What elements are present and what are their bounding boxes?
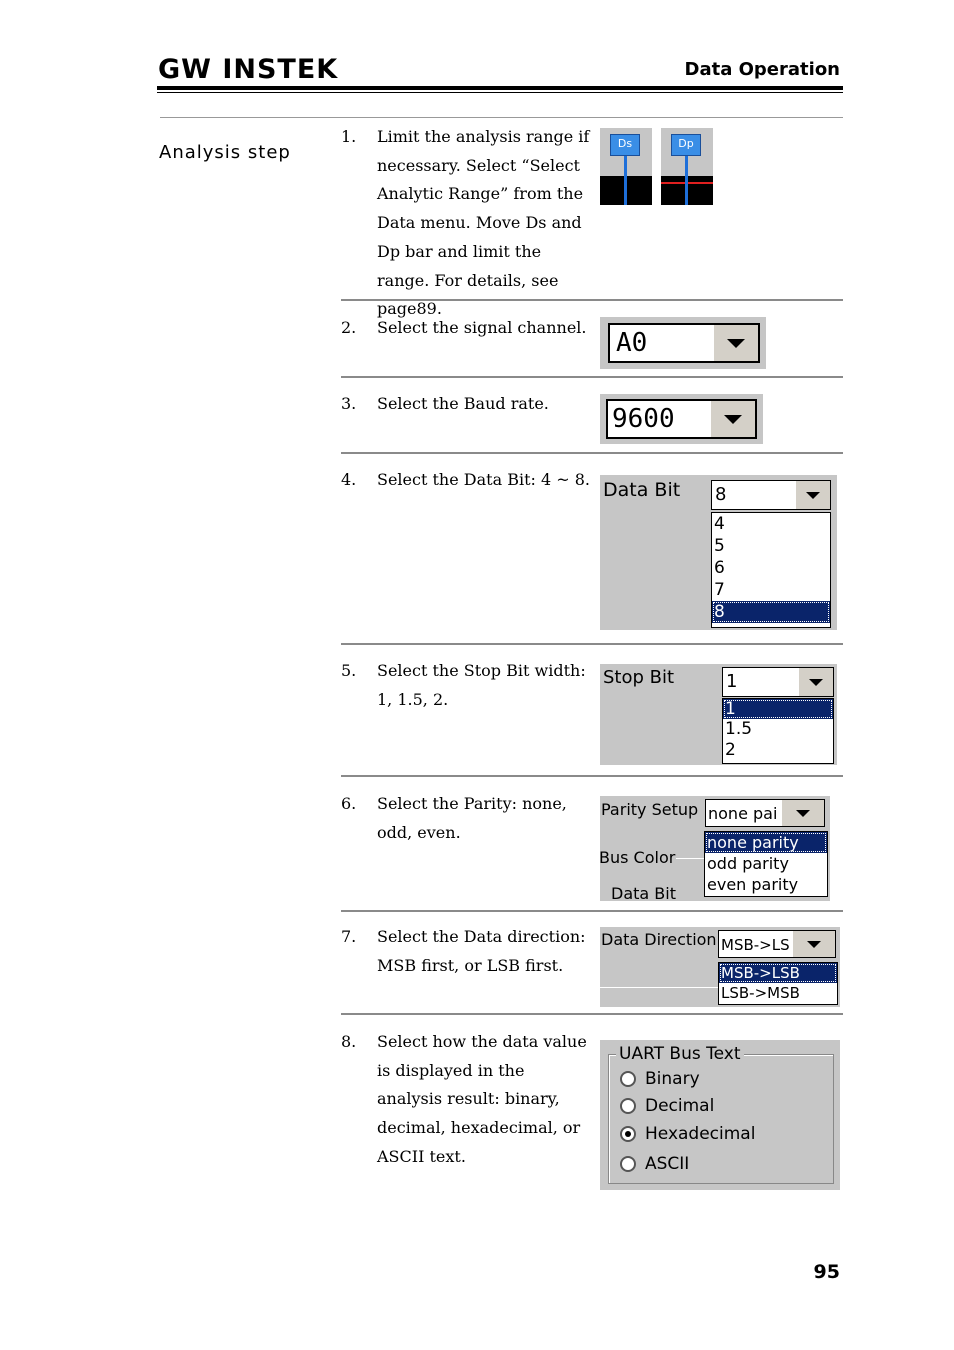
- step-separator: [341, 376, 843, 378]
- step-number: 5.: [341, 661, 357, 680]
- radio-decimal[interactable]: [620, 1096, 714, 1116]
- dp-cursor-widget: [661, 128, 713, 205]
- header-rule: [157, 86, 843, 90]
- step-separator: [341, 1013, 843, 1015]
- radio-icon[interactable]: [620, 1098, 636, 1114]
- step-text: Select the Data direction: MSB first, or LSB first.: [377, 927, 586, 975]
- data-bit-list: [711, 512, 831, 628]
- stop-bit-value: 1: [726, 671, 738, 692]
- list-item-selected[interactable]: 8: [712, 601, 830, 623]
- stop-bit-panel: [600, 664, 837, 765]
- divider: [600, 987, 718, 988]
- radio-icon[interactable]: [620, 1156, 636, 1172]
- step-number: 2.: [341, 318, 357, 337]
- radio-label: ASCII: [645, 1154, 690, 1174]
- list-item-selected[interactable]: MSB->LSB: [719, 963, 837, 983]
- data-bit-select[interactable]: [711, 480, 831, 510]
- step-separator: [341, 452, 843, 454]
- radio-label: Decimal: [645, 1096, 715, 1116]
- direction-value: MSB->LS: [721, 936, 790, 954]
- step-text: Select the Stop Bit width: 1, 1.5, 2.: [377, 661, 586, 709]
- list-item[interactable]: 1.5: [725, 719, 753, 739]
- parity-panel: [600, 796, 830, 901]
- radio-icon[interactable]: [620, 1071, 636, 1087]
- chevron-down-icon[interactable]: [712, 325, 758, 361]
- parity-setup-label: Parity Setup: [601, 800, 699, 819]
- dp-handle[interactable]: Dp: [671, 134, 701, 156]
- list-item-selected[interactable]: 1: [723, 699, 833, 719]
- step-number: 4.: [341, 470, 357, 489]
- step-number: 6.: [341, 794, 357, 813]
- dp-cursor-line[interactable]: [685, 156, 688, 205]
- header-rule-thin: [157, 92, 843, 93]
- list-item[interactable]: even parity: [707, 875, 799, 894]
- list-item[interactable]: LSB->MSB: [721, 984, 800, 1002]
- list-item[interactable]: 2: [725, 740, 736, 760]
- radio-ascii[interactable]: [620, 1154, 689, 1174]
- chevron-down-icon[interactable]: [709, 401, 755, 437]
- channel-select[interactable]: [608, 323, 760, 363]
- parity-value: none pai: [708, 804, 778, 823]
- step-number: 1.: [341, 127, 357, 146]
- direction-panel: [600, 927, 840, 1007]
- data-bit-panel: [600, 475, 837, 630]
- chevron-down-icon[interactable]: [791, 931, 835, 957]
- step-text: Select the Baud rate.: [377, 394, 549, 413]
- chevron-down-icon[interactable]: [780, 800, 824, 826]
- data-bit-label: Data Bit: [611, 884, 676, 903]
- step-separator: [341, 910, 843, 912]
- radio-label: Hexadecimal: [645, 1124, 756, 1144]
- list-item[interactable]: 6: [714, 558, 725, 578]
- divider: [676, 858, 706, 859]
- data-direction-label: Data Direction: [601, 930, 717, 949]
- direction-list: [718, 962, 838, 1005]
- list-item[interactable]: odd parity: [707, 854, 789, 873]
- uart-text-panel: [600, 1040, 840, 1190]
- step-text: Select how the data value is displayed in the analysis result: binary, decimal, hexadecimal, or ASCII text.: [377, 1032, 587, 1166]
- page-number: 95: [813, 1261, 840, 1283]
- section-rule: [160, 117, 843, 118]
- chevron-down-icon[interactable]: [794, 481, 830, 509]
- data-bit-value: 8: [715, 484, 727, 505]
- ds-handle[interactable]: Ds: [610, 134, 640, 156]
- stop-bit-select[interactable]: [722, 667, 834, 697]
- baud-select-panel: [600, 394, 763, 444]
- channel-value: A0: [616, 328, 648, 358]
- parity-select[interactable]: [705, 799, 825, 827]
- step-text: Select the Data Bit: 4 ~ 8.: [377, 470, 591, 489]
- step-separator: [341, 643, 843, 645]
- direction-select[interactable]: [718, 930, 836, 958]
- list-item[interactable]: 4: [714, 514, 725, 534]
- gw-instek-logo: GW INSTEK: [158, 54, 339, 85]
- step-text: Select the Parity: none, odd, even.: [377, 794, 567, 842]
- ds-cursor-line[interactable]: [624, 156, 627, 205]
- ds-cursor-widget: [600, 128, 652, 205]
- baud-select[interactable]: [606, 399, 757, 439]
- step-number: 7.: [341, 927, 357, 946]
- chevron-down-icon[interactable]: [797, 668, 833, 696]
- bus-color-label: Bus Color: [599, 848, 676, 867]
- list-item-selected[interactable]: none parity: [705, 832, 827, 853]
- step-text: Select the signal channel.: [377, 318, 587, 337]
- step-number: 3.: [341, 394, 357, 413]
- radio-binary[interactable]: [620, 1069, 700, 1089]
- uart-group-label: UART Bus Text: [616, 1044, 744, 1064]
- radio-selected-icon[interactable]: [620, 1126, 636, 1142]
- step-text: Limit the analysis range if necessary. Select “Select Analytic Range” from the Data menu. Move Ds and Dp bar and limit the range. For details, see page89.: [377, 127, 590, 319]
- stop-bit-label: Stop Bit: [603, 667, 675, 688]
- parity-list: [704, 831, 828, 897]
- baud-value: 9600: [612, 404, 675, 434]
- radio-label: Binary: [645, 1069, 700, 1089]
- radio-hexadecimal[interactable]: [620, 1124, 755, 1144]
- list-item[interactable]: 7: [714, 580, 725, 600]
- step-separator: [341, 775, 843, 777]
- channel-select-panel: [600, 317, 766, 369]
- step-number: 8.: [341, 1032, 357, 1051]
- stop-bit-list: [722, 698, 834, 764]
- analysis-step-label: Analysis step: [159, 142, 291, 163]
- section-title: Data Operation: [684, 59, 840, 80]
- list-item[interactable]: 5: [714, 536, 725, 556]
- data-bit-label: Data Bit: [603, 479, 681, 501]
